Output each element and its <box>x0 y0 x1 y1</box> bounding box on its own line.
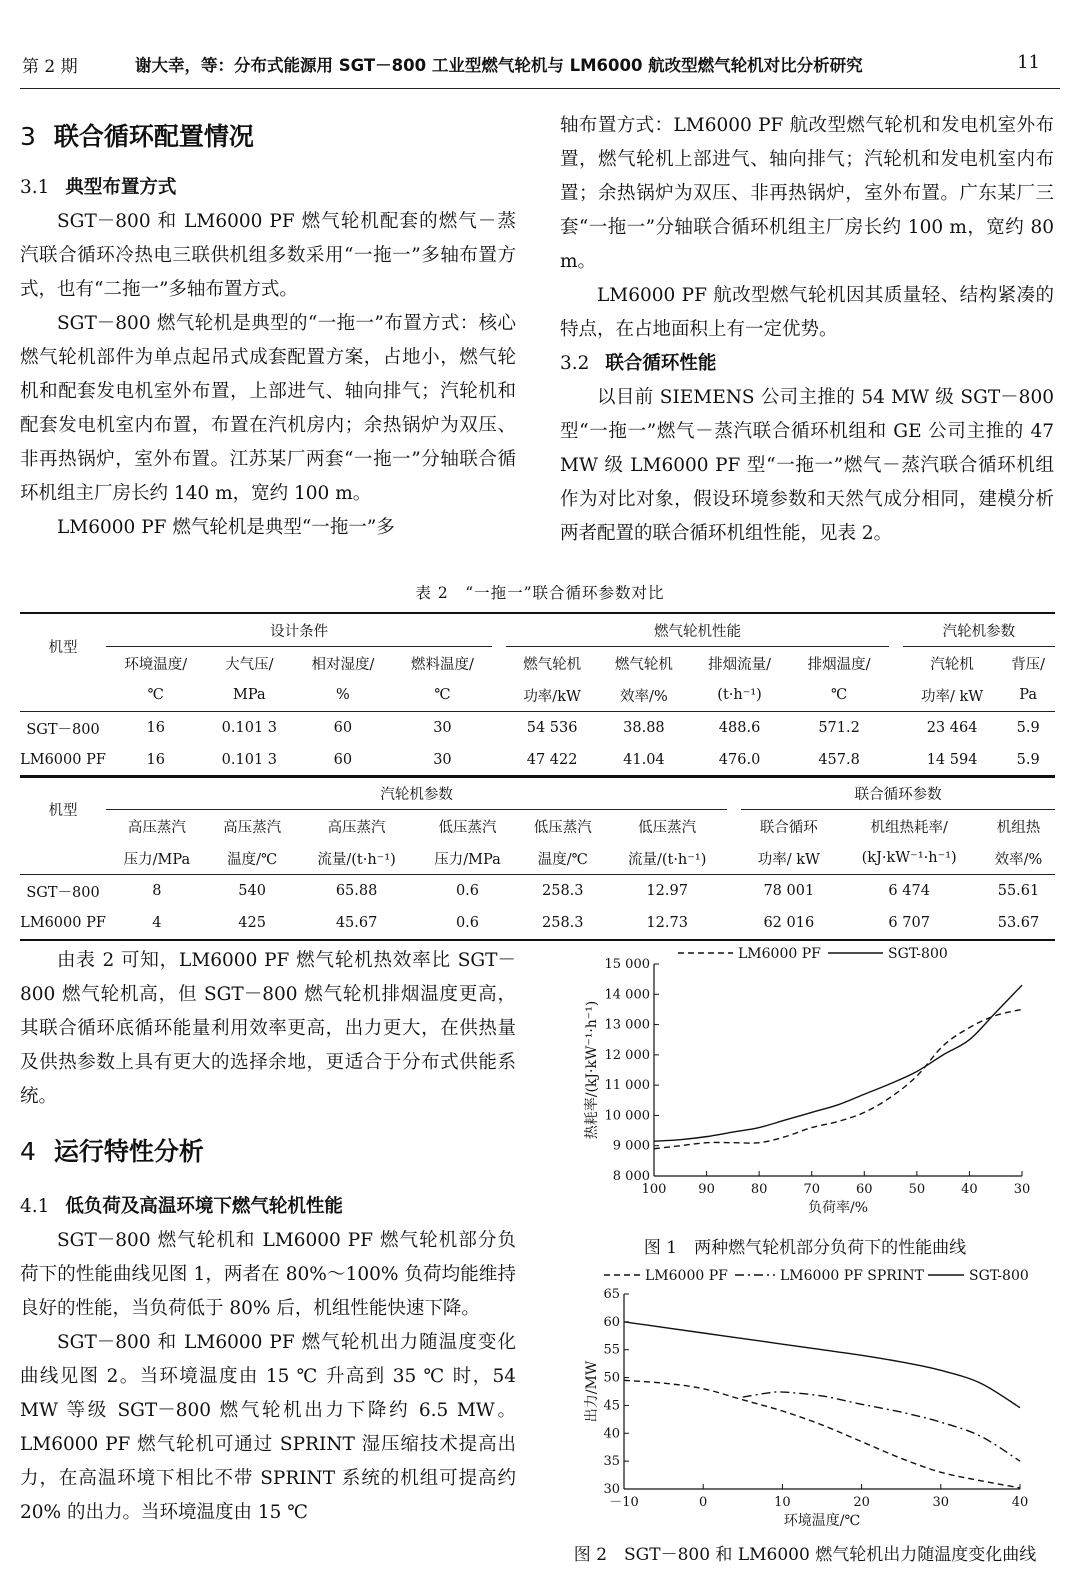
table-column-unit: Pa <box>1019 687 1038 703</box>
table-cell: 16 <box>106 712 206 745</box>
y-tick-label: 14 000 <box>604 987 650 1003</box>
y-tick-label: 11 000 <box>604 1078 650 1094</box>
x-tick-label: 30 <box>1013 1182 1031 1197</box>
x-tick-label: 20 <box>853 1495 870 1510</box>
table-cell: 12.97 <box>607 875 727 908</box>
table-row <box>20 712 1055 745</box>
table-column-header: 燃料温度/ <box>410 656 474 673</box>
legend-label: LM6000 PF SPRINT <box>780 1268 924 1284</box>
table-cell: 540 <box>208 875 297 908</box>
table-column-unit: 效率/% <box>994 851 1043 868</box>
table-column-header: 排烟流量/ <box>708 656 771 673</box>
table-2-part-1 <box>20 612 1055 778</box>
y-tick-label: 35 <box>603 1454 620 1470</box>
series-line-lm6000-pf <box>654 1009 1022 1148</box>
table-column-unit: (t·h⁻¹) <box>717 687 762 703</box>
table-cell: 425 <box>208 907 297 940</box>
x-tick-label: 50 <box>908 1182 926 1197</box>
y-tick-label: 30 <box>603 1482 620 1497</box>
table-header-machine: 机型 <box>20 776 106 842</box>
running-title: 谢大幸，等：分布式能源用 SGT－800 工业型燃气轮机与 LM6000 航改型燃气轮机对比分析研究 <box>135 56 863 75</box>
table-column-header: 高压蒸汽 <box>127 819 186 836</box>
table-column-unit: MPa <box>233 687 266 703</box>
table-cell: 476.0 <box>690 744 790 777</box>
left-column-top <box>20 117 516 545</box>
y-tick-label: 50 <box>603 1370 620 1386</box>
table-row <box>20 744 1055 777</box>
table-cell: 54 536 <box>506 712 598 745</box>
table-column-unit: 功率/ kW <box>920 688 984 705</box>
table-column-header: 机组热耗率/ <box>870 819 948 836</box>
table-group-header: 燃气轮机性能 <box>506 613 889 647</box>
table-column-unit: 功率/ kW <box>757 851 820 868</box>
table-column-header: 高压蒸汽 <box>223 819 282 836</box>
table-column-header: 机组热 <box>996 819 1041 836</box>
table-cell: 30 <box>393 744 493 777</box>
table-column-unit: 压力/MPa <box>434 851 501 868</box>
x-axis-label: 负荷率/% <box>807 1200 869 1216</box>
paragraph-3-1-a: SGT－800 和 LM6000 PF 燃气轮机配套的燃气－蒸汽联合循环冷热电三联供机组多数采用“一拖一”多轴布置方式，也有“二拖一”多轴布置方式。 <box>20 211 516 300</box>
section-3-1-heading: 3.1 典型布置方式 <box>20 177 177 198</box>
x-tick-label: 70 <box>803 1182 820 1197</box>
x-tick-label: 0 <box>699 1495 708 1510</box>
y-tick-label: 12 000 <box>604 1047 650 1063</box>
section-4-heading: 4 运行特性分析 <box>20 1137 204 1166</box>
table-column-header: 相对湿度/ <box>311 656 375 673</box>
y-tick-label: 10 000 <box>604 1108 650 1124</box>
table-group-header: 汽轮机参数 <box>106 776 727 810</box>
table-group-header: 汽轮机参数 <box>903 613 1055 647</box>
table-row <box>20 907 1055 940</box>
x-tick-label: 30 <box>932 1495 950 1510</box>
table-cell: 0.6 <box>417 907 519 940</box>
y-tick-label: 40 <box>603 1426 620 1442</box>
y-tick-label: 13 000 <box>604 1017 650 1033</box>
table-row-label: SGT－800 <box>20 712 106 745</box>
table-cell: 47 422 <box>506 744 598 777</box>
y-axis-label: 出力/MW <box>584 1360 600 1423</box>
table-cell: 14 594 <box>903 744 1001 777</box>
x-tick-label: 60 <box>856 1182 873 1197</box>
y-tick-label: 9 000 <box>612 1138 650 1154</box>
table-cell: 258.3 <box>518 875 607 908</box>
table-cell: 62 016 <box>741 907 836 940</box>
table-cell: 0.6 <box>417 875 519 908</box>
table-column-header: 高压蒸汽 <box>327 819 386 836</box>
table-column-header: 低压蒸汽 <box>638 819 697 836</box>
table-cell: 0.101 3 <box>206 712 294 745</box>
y-tick-label: 15 000 <box>604 957 650 972</box>
legend-label: LM6000 PF <box>645 1268 728 1284</box>
paragraph-4-1-a: SGT－800 燃气轮机和 LM6000 PF 燃气轮机部分负荷下的性能曲线见图 1，两者在 80%～100% 负荷均能维持良好的性能，当负荷低于 80% 后，机组性能快速下降。 <box>20 1230 516 1319</box>
paragraph-3-1-d: LM6000 PF 航改型燃气轮机因其质量轻、结构紧凑的特点，在占地面积上有一定优势。 <box>560 285 1054 340</box>
table-column-unit: 温度/℃ <box>227 851 278 868</box>
table-column-unit: 流量/(t·h⁻¹) <box>317 851 396 868</box>
x-tick-label: 90 <box>698 1182 715 1197</box>
paragraph-table-discussion: 由表 2 可知，LM6000 PF 燃气轮机热效率比 SGT－800 燃气轮机高，但 SGT－800 燃气轮机排烟温度更高，其联合循环底循环能量利用效率更高，出力更大，在供热量及供热参数上具有更大的选择余地，更适合于分布式供能系统。 <box>20 950 516 1107</box>
table-cell: 38.88 <box>598 712 690 745</box>
x-tick-label: 40 <box>961 1182 978 1197</box>
table-cell: 60 <box>293 744 393 777</box>
table-cell: 258.3 <box>518 907 607 940</box>
right-column-top <box>560 109 1054 551</box>
table-column-header: 排烟温度/ <box>807 656 871 673</box>
journal-issue: 第 2 期 <box>22 57 78 77</box>
section-3-heading: 3 联合循环配置情况 <box>20 122 254 151</box>
figure-1-caption: 图 1 两种燃气轮机部分负荷下的性能曲线 <box>643 1238 967 1258</box>
section-4-1-heading: 4.1 低负荷及高温环境下燃气轮机性能 <box>20 1196 343 1217</box>
table-column-header: 燃气轮机 <box>614 656 673 673</box>
y-tick-label: 55 <box>603 1342 620 1358</box>
table-column-header: 低压蒸汽 <box>533 819 592 836</box>
left-column-bottom <box>20 944 516 1530</box>
table-column-header: 低压蒸汽 <box>438 819 497 836</box>
table-column-header: 大气压/ <box>225 656 274 673</box>
table-row-label: LM6000 PF <box>20 907 106 940</box>
table-cell: 0.101 3 <box>206 744 294 777</box>
table-cell: 4 <box>106 907 208 940</box>
table-column-unit: ℃ <box>434 687 451 703</box>
paragraph-3-1-c: LM6000 PF 燃气轮机是典型“一拖一”多 <box>57 517 395 538</box>
table-cell: 488.6 <box>690 712 790 745</box>
table-column-unit: ℃ <box>830 687 848 703</box>
table-2-caption: 表 2 “一拖一”联合循环参数对比 <box>415 584 665 602</box>
table-cell: 65.88 <box>297 875 417 908</box>
x-tick-label: 80 <box>750 1182 768 1197</box>
table-row-label: SGT－800 <box>20 875 106 908</box>
table-column-header: 汽轮机 <box>930 656 974 673</box>
table-cell: 571.2 <box>789 712 889 745</box>
figure-2-caption: 图 2 SGT－800 和 LM6000 燃气轮机出力随温度变化曲线 <box>573 1545 1037 1565</box>
series-line-sgt-800 <box>624 1322 1020 1408</box>
table-header-machine: 机型 <box>20 613 106 679</box>
table-column-unit: 流量/(t·h⁻¹) <box>627 851 707 868</box>
table-cell: 6 707 <box>836 907 982 940</box>
table-column-unit: 温度/℃ <box>537 851 588 868</box>
y-tick-label: 45 <box>603 1398 620 1414</box>
table-row-label: LM6000 PF <box>20 744 106 777</box>
y-tick-label: 65 <box>603 1287 620 1302</box>
x-tick-label: 40 <box>1011 1495 1029 1510</box>
table-cell: 53.67 <box>982 907 1055 940</box>
y-tick-label: 8 000 <box>612 1169 650 1184</box>
legend-label: SGT-800 <box>969 1268 1029 1284</box>
table-cell: 78 001 <box>741 875 836 908</box>
figure-1-chart <box>560 940 1060 1225</box>
table-cell: 30 <box>393 712 493 745</box>
section-3-2-heading: 3.2 联合循环性能 <box>560 353 717 374</box>
series-line-lm6000-pf-sprint <box>743 1392 1020 1461</box>
table-column-unit: 功率/kW <box>523 688 581 705</box>
table-cell: 12.73 <box>607 907 727 940</box>
paragraph-3-1-b: SGT－800 燃气轮机是典型的“一拖一”布置方式：核心燃气轮机部件为单点起吊式成套配置方案，占地小，燃气轮机和配套发电机室外布置，上部进气、轴向排气；汽轮机和配套发电机室内布置，布置在汽机房内；余热锅炉为双压、非再热锅炉，室外布置。江苏某厂两套“一拖一”分轴联合循环机组主厂房长约 140 m，宽约 100 m。 <box>20 313 516 504</box>
table-row <box>20 875 1055 908</box>
table-cell: 41.04 <box>598 744 690 777</box>
series-line-sgt-800 <box>654 985 1022 1141</box>
legend-label: LM6000 PF <box>738 946 821 962</box>
paragraph-3-1-c-continued: 轴布置方式：LM6000 PF 航改型燃气轮机和发电机室外布置，燃气轮机上部进气、轴向排气；汽轮机和发电机室内布置；余热锅炉为双压、非再热锅炉，室外布置。广东某厂三套“一拖一”分轴联合循环机组主厂房长约 100 m，宽约 80 m。 <box>560 115 1054 272</box>
table-cell: 8 <box>106 875 208 908</box>
table-column-header: 燃气轮机 <box>523 656 582 673</box>
table-cell: 23 464 <box>903 712 1001 745</box>
table-column-unit: % <box>336 687 350 703</box>
table-column-header: 背压/ <box>1011 656 1046 673</box>
x-tick-label: 10 <box>774 1495 791 1510</box>
table-column-unit: 压力/MPa <box>123 851 191 868</box>
table-column-header: 联合循环 <box>759 819 818 836</box>
table-group-header: 设计条件 <box>106 613 492 647</box>
paragraph-3-2: 以目前 SIEMENS 公司主推的 54 MW 级 SGT－800 型“一拖一”燃气－蒸汽联合循环机组和 GE 公司主推的 47 MW 级 LM6000 PF 型“一拖一”燃气－蒸汽联合循环机组作为对比对象，假设环境参数和天然气成分相同，建模分析两者配置的联合循环机组性能，见表 2。 <box>560 387 1054 544</box>
table-column-unit: 效率/% <box>620 688 668 705</box>
table-cell: 45.67 <box>297 907 417 940</box>
x-tick-label: －10 <box>609 1495 639 1510</box>
table-column-unit: (kJ·kW⁻¹·h⁻¹) <box>861 850 957 866</box>
page-number: 11 <box>1017 52 1040 73</box>
header-rule <box>20 88 1060 89</box>
y-axis-label: 热耗率/(kJ·kW⁻¹·h⁻¹) <box>584 1000 600 1140</box>
table-column-header: 环境温度/ <box>124 656 188 673</box>
table-cell: 6 474 <box>836 875 982 908</box>
figure-2-chart <box>560 1262 1060 1532</box>
y-tick-label: 60 <box>603 1314 620 1330</box>
table-column-unit: ℃ <box>147 687 164 703</box>
table-cell: 16 <box>106 744 206 777</box>
legend-label: SGT-800 <box>888 946 948 962</box>
table-cell: 5.9 <box>1001 744 1055 777</box>
table-group-header: 联合循环参数 <box>741 776 1055 810</box>
x-axis-label: 环境温度/℃ <box>783 1513 861 1529</box>
table-cell: 5.9 <box>1001 712 1055 745</box>
table-cell: 55.61 <box>982 875 1055 908</box>
paragraph-4-1-b: SGT－800 和 LM6000 PF 燃气轮机出力随温度变化曲线见图 2。当环境温度由 15 ℃ 升高到 35 ℃ 时，54 MW 等级 SGT－800 燃气轮机出力下降约 6.5 MW。LM6000 PF 燃气轮机可通过 SPRINT 湿压缩技术提高出力，在高温环境下相比不带 SPRINT 系统的机组可提高约 20% 的出力。当环境温度由 15 ℃ <box>20 1332 516 1523</box>
table-cell: 60 <box>293 712 393 745</box>
table-cell: 457.8 <box>789 744 889 777</box>
table-2-part-2 <box>20 775 1055 941</box>
x-tick-label: 100 <box>641 1182 667 1197</box>
